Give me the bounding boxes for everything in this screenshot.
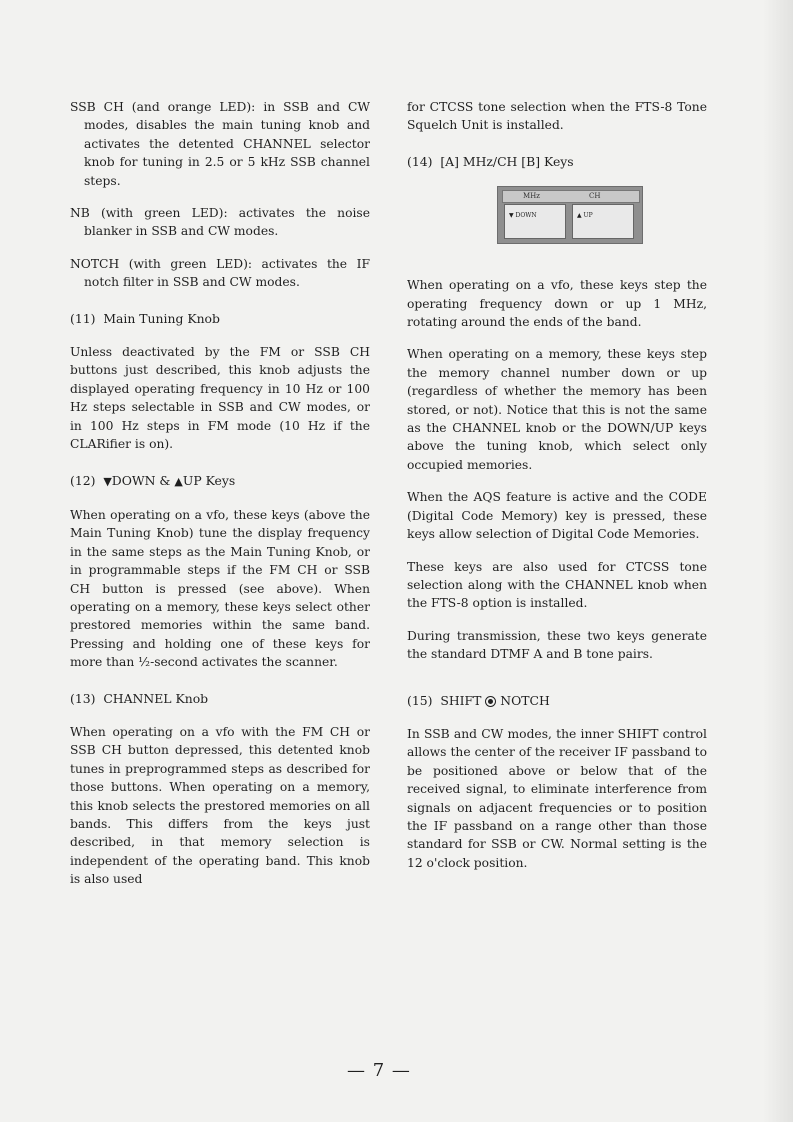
page-edge-shadow [763, 0, 793, 1122]
heading-number: (12) [70, 472, 96, 488]
heading-up: UP Keys [182, 472, 236, 488]
notch-description: NOTCH (with green LED): activates the IF notch filter in SSB and CW modes. [70, 256, 370, 290]
aqs-code-text: When the AQS feature is active and the CODE (Digital Code Memory) key is pressed, these keys allow selection of Digital Code Memories. [407, 490, 707, 542]
page-number: — 7 — [347, 1060, 411, 1081]
mhz-ch-keys-illustration [497, 186, 643, 244]
nb-description: NB (with green LED): activates the noise blanker in SSB and CW modes. [70, 206, 370, 239]
shift-notch-text: In SSB and CW modes, the inner SHIFT control allows the center of the receiver IF passband to be positioned above or below that of the received signal, to eliminate interference from signals on adjacent frequencies or to position the IF passband on a range other than those standard for SSB or CW. Normal setting is the 12 o'clock position. [407, 726, 707, 870]
ch-label: CH [589, 192, 601, 201]
heading-text: Main Tuning Knob [103, 310, 220, 326]
dtmf-text: During transmission, these two keys generate the standard DTMF A and B tone pairs. [407, 628, 707, 662]
heading-shift-notch [407, 692, 707, 710]
heading-number: (13) [70, 690, 96, 706]
heading-number: (11) [70, 310, 96, 326]
ctcss-selection-text: These keys are also used for CTCSS tone selection along with the CHANNEL knob when the FTS-8 option is installed. [407, 559, 707, 611]
heading-channel-knob [70, 690, 370, 708]
heading-number: (14) [407, 153, 433, 169]
left-column [70, 98, 370, 903]
main-tuning-knob-text: Unless deactivated by the FM or SSB CH buttons just described, this knob adjusts the displayed operating frequency in 10 Hz or 100 Hz steps selectable in SSB and CW modes, or in 100 Hz steps in FM mode (10 Hz if the CLARifier is on). [70, 345, 370, 452]
up-triangle-icon: ▲ [174, 474, 183, 488]
vfo-mhz-step-text: When operating on a vfo, these keys step the operating frequency down or up 1 MHz, rotating around the ends of the band. [407, 278, 707, 330]
mhz-label: MHz [523, 192, 540, 201]
right-column [407, 98, 707, 886]
channel-knob-text: When operating on a vfo with the FM CH or SSB CH button depressed, this detented knob tunes in preprogrammed steps as described for those buttons. When operating on a memory, this knob selects the prestored memories on all bands. This differs from the keys just described, in that memory selection is independent of the operating band. This knob is also used [70, 724, 370, 887]
ctcss-continuation: for CTCSS tone selection when the FTS-8 Tone Squelch Unit is installed. [407, 100, 707, 133]
concentric-knob-icon [485, 696, 496, 707]
up-key: ▲ UP [572, 204, 634, 239]
ssb-ch-description: SSB CH (and orange LED): in SSB and CW modes, disables the main tuning knob and activates the detented CHANNEL selector knob for tuning in 2.5 or 5 kHz SSB channel steps. [70, 100, 370, 188]
heading-mhz-ch-keys [407, 153, 707, 171]
down-up-keys-text: When operating on a vfo, these keys (above the Main Tuning Knob) tune the display frequency in the same steps as the Main Tuning Knob, or in programmable steps if the FM CH or SSB CH button is pressed (see above). When operating on a memory, these keys select other prestored memories within the same band. Pressing and holding one of these keys for more than ½-second activates the scanner. [70, 507, 370, 670]
heading-main-tuning-knob [70, 310, 370, 328]
heading-down-up-keys [70, 472, 370, 491]
heading-shift: SHIFT [440, 692, 482, 708]
heading-down: DOWN [111, 472, 156, 488]
mhz-ch-label-strip [502, 190, 640, 203]
heading-text: [A] MHz/CH [B] Keys [440, 153, 574, 169]
heading-number: (15) [407, 692, 433, 708]
heading-notch: NOTCH [500, 692, 550, 708]
heading-ampersand: & [159, 472, 171, 488]
down-triangle-icon: ▼ [103, 474, 112, 488]
memory-step-text: When operating on a memory, these keys step the memory channel number down or up (regardless of whether the memory has been stored, or not). Notice that this is not the same as the CHANNEL knob or the DOWN/UP keys above the tuning knob, which select only occupied memories. [407, 347, 707, 472]
heading-text: CHANNEL Knob [103, 690, 209, 706]
down-key: ▼ DOWN [504, 204, 566, 239]
